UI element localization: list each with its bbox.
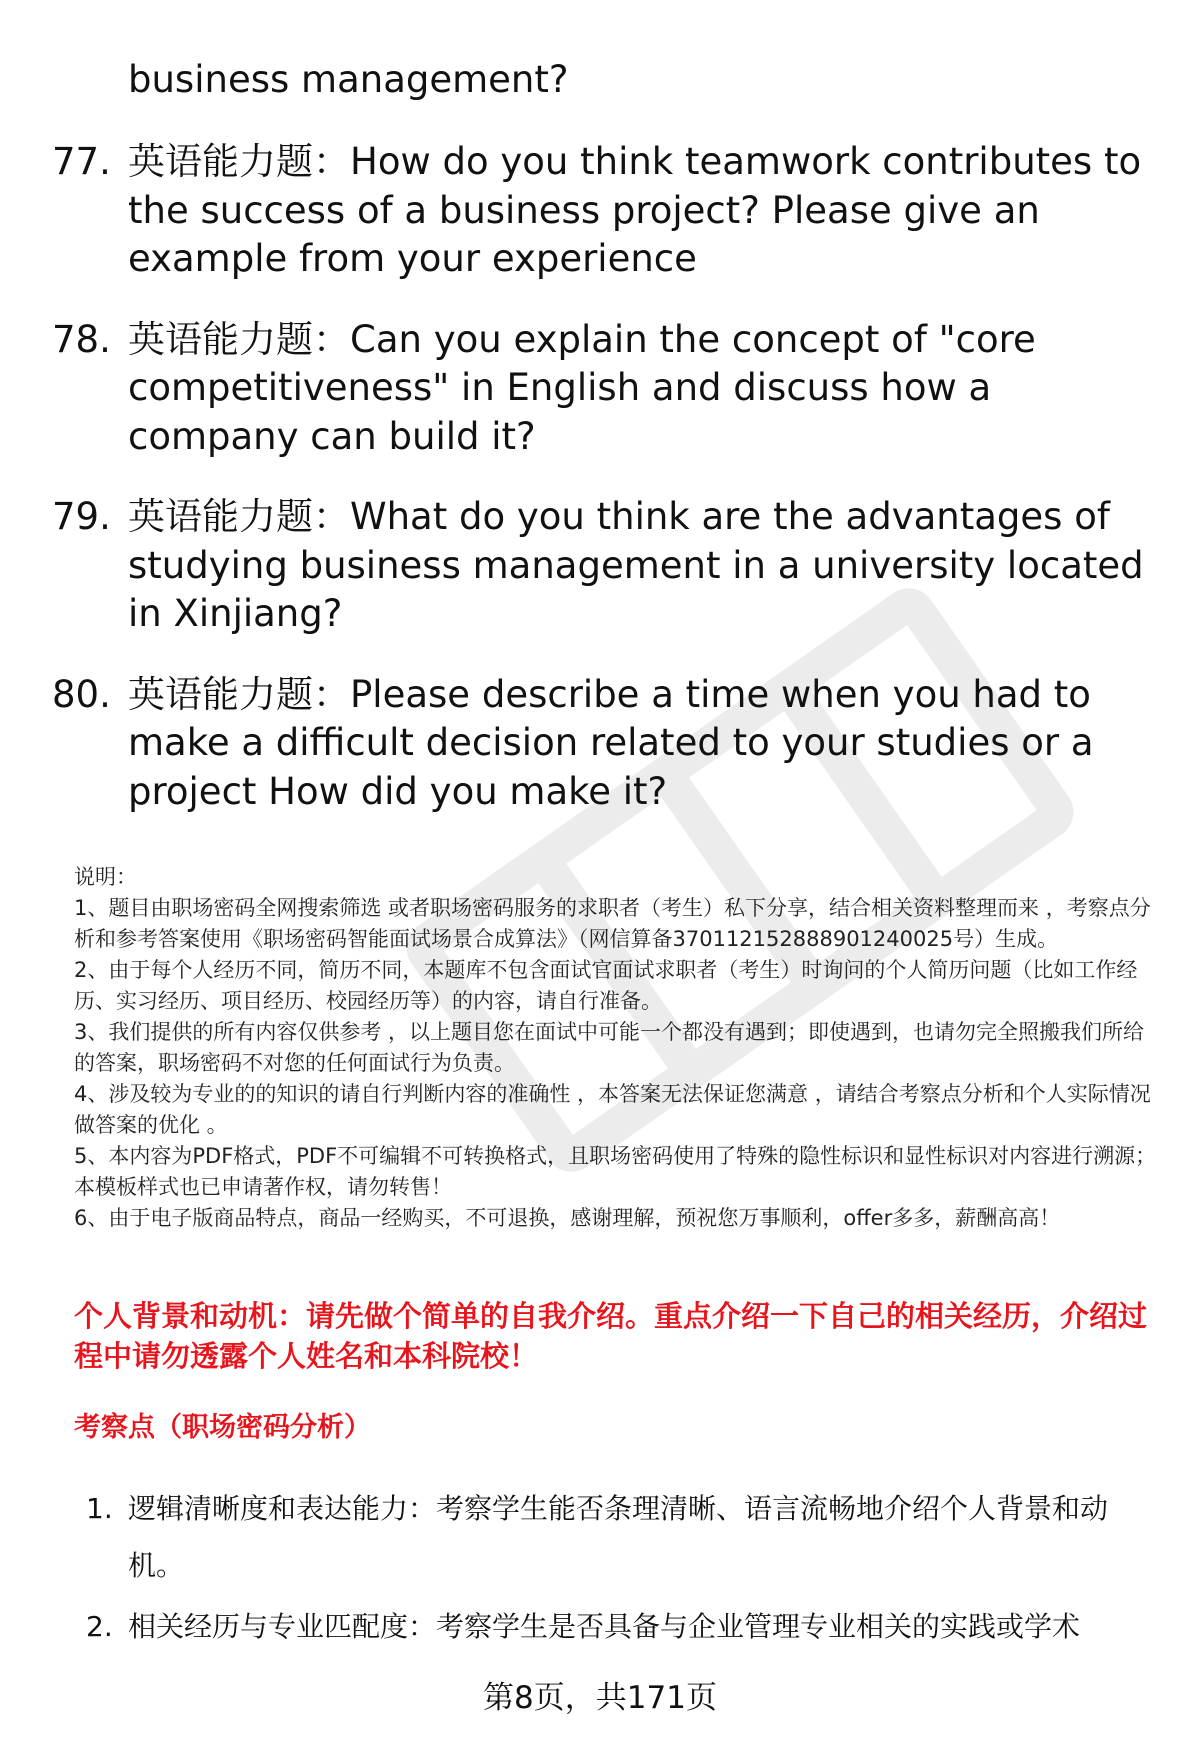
question-item [0,671,1200,817]
note-item: 6、由于电子版商品特点，商品一经购买，不可退换，感谢理解，预祝您万事顺利，offer多多，薪酬高高！ [74,1206,1061,1230]
question-item [0,138,1200,284]
question-text: 英语能力题：Please describe a time when you had to make a difficult decision related to your studies or a project How did you make it? [128,672,1094,813]
list-item [0,1480,1200,1594]
question-item [0,316,1200,462]
page-footer: 第8页，共171页 [483,1680,717,1716]
question-number: 80. [52,672,111,716]
question-continuation: business management? [128,58,569,101]
assessment-points-list [0,1480,1200,1659]
question-text: 英语能力题：Can you explain the concept of "core competitiveness" in English and discuss how a company can build it? [128,317,1036,458]
note-item: 5、本内容为PDF格式，PDF不可编辑不可转换格式，且职场密码使用了特殊的隐性标识和显性标识对内容进行溯源；本模板样式也已申请著作权，请勿转售！ [74,1144,1157,1199]
question-number: 78. [52,317,111,361]
note-item: 2、由于每个人经历不同，简历不同，本题库不包含面试官面试求职者（考生）时询问的个人简历问题（比如工作经历、实习经历、项目经历、校园经历等）的内容，请自行准备。 [74,958,1138,1013]
question-number: 77. [52,140,111,183]
question-item [0,493,1200,639]
point-text: 相关经历与专业匹配度：考察学生是否具备与企业管理专业相关的实践或学术 [128,1610,1081,1643]
section-subheading: 考察点（职场密码分析） [74,1412,371,1443]
section-heading: 个人背景和动机：请先做个简单的自我介绍。重点介绍一下自己的相关经历，介绍过程中请勿透露个人姓名和本科院校！ [74,1299,1148,1373]
question-text: 英语能力题：What do you think are the advantages of studying business management in a university located in Xinjiang? [128,495,1144,635]
point-number: 2. [86,1610,113,1643]
note-item: 4、涉及较为专业的的知识的请自行判断内容的准确性 ，本答案无法保证您满意 ，请结合考察点分析和个人实际情况做答案的优化 。 [74,1082,1151,1137]
question-text: 英语能力题：How do you think teamwork contributes to the success of a business project? Please give an example from your experience [128,140,1142,280]
note-item: 1、题目由职场密码全网搜索筛选 或者职场密码服务的求职者（考生）私下分享，结合相关资料整理而来 ，考察点分析和参考答案使用《职场密码智能面试场景合成算法》（网信算备370112152888901240025号）生成。 [74,896,1151,951]
notes-section [74,862,1160,1234]
point-number: 1. [86,1492,113,1525]
notes-title: 说明： [74,865,137,889]
question-number: 79. [52,495,111,538]
question-list [0,138,1200,848]
point-text: 逻辑清晰度和表达能力：考察学生能否条理清晰、语言流畅地介绍个人背景和动机。 [128,1492,1109,1582]
list-item [0,1598,1200,1655]
note-item: 3、我们提供的所有内容仅供参考 ，以上题目您在面试中可能一个都没有遇到；即使遇到，也请勿完全照搬我们所给的答案，职场密码不对您的任何面试行为负责。 [74,1020,1145,1075]
